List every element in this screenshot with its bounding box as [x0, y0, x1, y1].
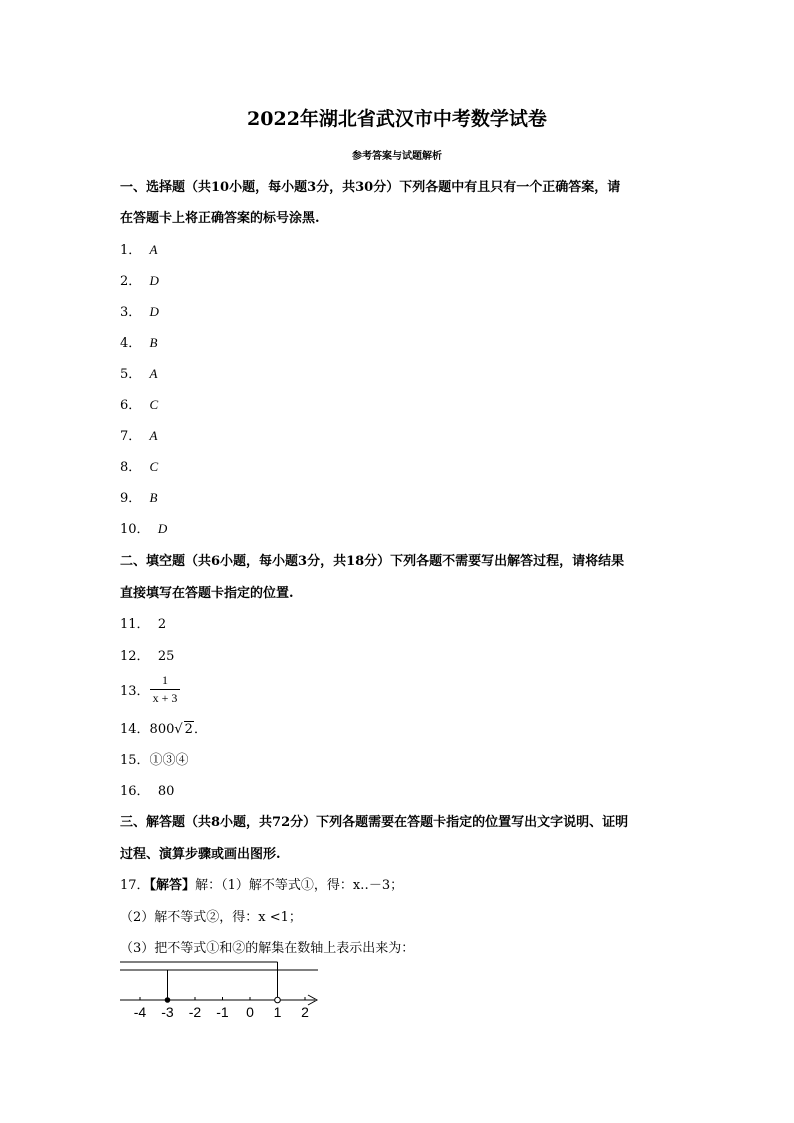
- section1-header-line1: 一、选择题（共10小题，每小题3分，共30分）下列各题中有且只有一个正确答案，请: [120, 180, 621, 195]
- question-number: 4．: [120, 336, 142, 351]
- question-number: 3．: [120, 305, 142, 320]
- answer-value: A: [149, 366, 158, 381]
- answer-value: D: [157, 521, 168, 536]
- answer-value: B: [149, 335, 158, 350]
- list-item: [120, 239, 158, 258]
- question-number: 5．: [120, 367, 142, 382]
- list-item: [120, 394, 158, 413]
- section2-header-line1: 二、填空题（共6小题，每小题3分，共18分）下列各题不需要写出解答过程，请将结果: [120, 554, 625, 569]
- solid-point-dot: [165, 997, 171, 1003]
- axis-tick-label: -1: [216, 1004, 229, 1020]
- answer-value: A: [149, 242, 158, 257]
- question-number: 14．: [120, 722, 150, 737]
- solution-text: 解：（1）解不等式①，得：x‥－3；: [195, 878, 404, 893]
- list-item: [120, 456, 158, 475]
- answer-value: D: [149, 304, 159, 319]
- list-item: [120, 613, 166, 632]
- question-number: 6．: [120, 398, 142, 413]
- answer-value: A: [149, 428, 158, 443]
- list-item: [120, 363, 158, 382]
- question-number: 16．: [120, 784, 150, 799]
- question-number: 2．: [120, 274, 142, 289]
- page-subtitle: 参考答案与试题解析: [352, 151, 442, 162]
- list-item: [120, 518, 167, 537]
- sqrt-expression: [174, 722, 194, 737]
- list-item: [120, 425, 158, 444]
- q17-line3: （3）把不等式①和②的解集在数轴上表示出来为：: [120, 941, 415, 956]
- page-title: 2022年湖北省武汉市中考数学试卷: [247, 108, 547, 130]
- question-number: 10．: [120, 522, 150, 537]
- section1-header-line2: 在答题卡上将正确答案的标号涂黑.: [120, 211, 320, 226]
- answer-value: 2: [157, 617, 167, 632]
- section3-header-line2: 过程、演算步骤或画出图形.: [120, 847, 281, 862]
- fraction-answer: [148, 673, 182, 706]
- list-item: [120, 749, 189, 768]
- answer-value: D: [149, 273, 159, 288]
- answer-value: C: [149, 459, 159, 474]
- question-number: 13．: [120, 684, 150, 699]
- solution-tag: 【解答】: [149, 878, 196, 893]
- section2-header-line2: 直接填写在答题卡指定的位置.: [120, 586, 294, 601]
- answer-value: ①③④: [149, 753, 189, 768]
- answer-tail: ．: [193, 722, 207, 737]
- axis-tick-label: 1: [273, 1004, 282, 1020]
- axis-tick-label: 0: [246, 1004, 254, 1020]
- question-number: 8．: [120, 460, 142, 475]
- sqrt-radicand: 2: [184, 722, 193, 737]
- question-number: 17．: [120, 878, 150, 893]
- fraction-denominator: x + 3: [152, 691, 178, 705]
- answer-value: 80: [157, 784, 175, 799]
- question-number: 1．: [120, 243, 142, 258]
- number-line-figure: [115, 960, 335, 1020]
- list-item: [120, 718, 207, 737]
- question-number: 15．: [120, 753, 150, 768]
- list-item: [120, 780, 174, 799]
- question-number: 11．: [120, 617, 150, 632]
- list-item: [120, 270, 159, 289]
- sqrt-coefficient: 800: [149, 722, 175, 737]
- open-point-dot: [275, 997, 281, 1003]
- question-number: 12．: [120, 649, 150, 664]
- radical-sign-icon: √: [174, 722, 183, 737]
- section3-header-line1: 三、解答题（共8小题，共72分）下列各题需要在答题卡指定的位置写出文字说明、证明: [120, 815, 629, 830]
- question-number: 7．: [120, 429, 142, 444]
- q17-line2: （2）解不等式②，得：x <1；: [120, 910, 302, 925]
- answer-value: C: [149, 397, 159, 412]
- answer-value: B: [149, 490, 158, 505]
- fraction-numerator: 1: [162, 673, 168, 687]
- axis-tick-label: -2: [188, 1004, 202, 1020]
- axis-tick-label: -3: [161, 1004, 174, 1020]
- answer-value: 25: [157, 649, 175, 664]
- axis-tick-label: 2: [301, 1004, 309, 1020]
- axis-tick-label: -4: [133, 1004, 147, 1020]
- list-item: [120, 487, 158, 506]
- list-item: [120, 301, 159, 320]
- list-item: [120, 645, 174, 664]
- q17-line1: [120, 874, 403, 893]
- question-number: 9．: [120, 491, 142, 506]
- list-item: [120, 332, 158, 351]
